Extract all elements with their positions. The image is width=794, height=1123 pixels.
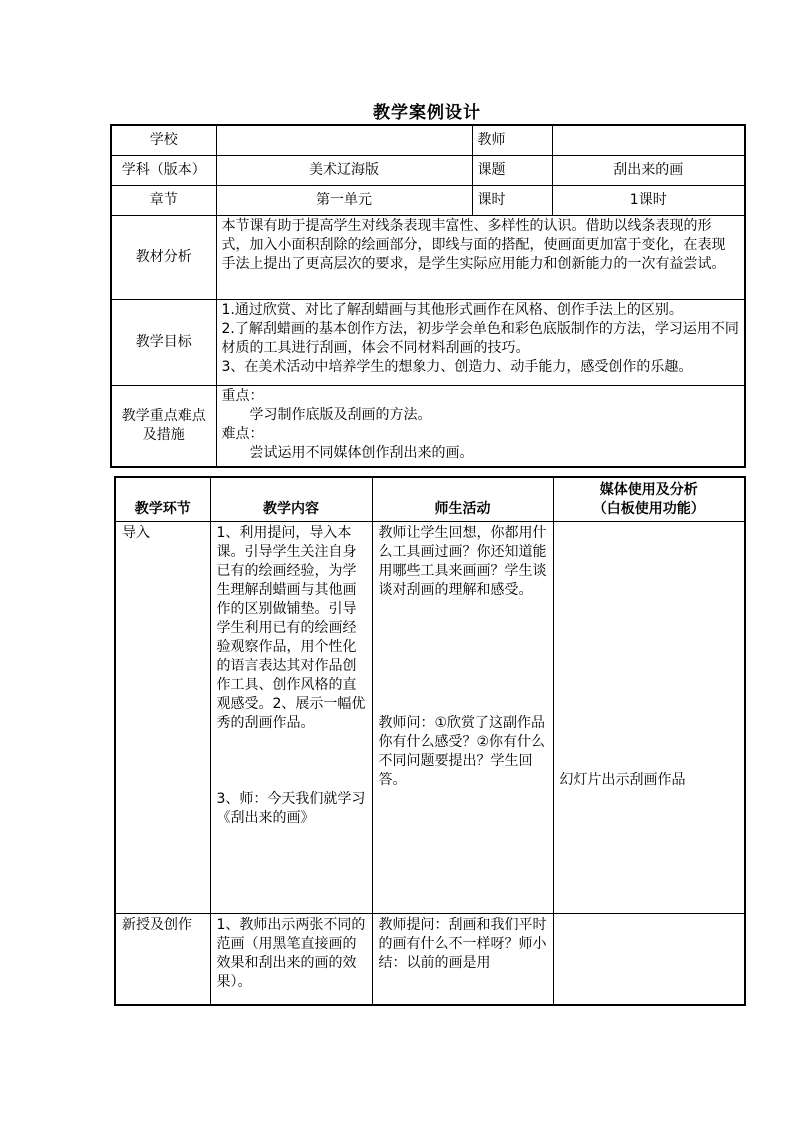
content-cell [210, 521, 372, 913]
lesson-info-table [110, 124, 746, 468]
header-stage: 教学环节 [115, 477, 210, 521]
chapter-value: 第一单元 [216, 185, 472, 215]
analysis-label: 教材分析 [111, 215, 216, 299]
key-text: 学习制作底版及刮画的方法。 [249, 406, 432, 423]
topic-value: 刮出来的画 [552, 155, 745, 185]
goals-label: 教学目标 [111, 299, 216, 385]
goal-item: 2.了解刮蜡画的基本创作方法，初步学会单色和彩色底版制作的方法，学习运用不同材质的工具进行刮画，体会不同材料刮画的技巧。 [221, 320, 739, 356]
goals-cell [216, 299, 745, 385]
stage-cell: 新授及创作 [115, 913, 210, 1005]
activity-text: 教师问：①欣赏了这副作品你有什么感受？②你有什么不同问题要提出？学生回答。 [378, 714, 546, 788]
difficulty-text: 尝试运用不同媒体创作刮出来的画。 [249, 444, 474, 461]
content-text: 1、利用提问，导入本课。引导学生关注自身已有的绘画经验，为学生理解刮蜡画与其他画作的区别做铺垫。引导学生利用已有的绘画经验观察作品，用个性化的语言表达其对作品创作工具、创作风格的直观感受。2、展示一幅优秀的刮画作品。 [216, 524, 366, 731]
content-cell: 1、教师出示两张不同的范画（用黑笔直接画的效果和刮出来的画的效果）。 [210, 913, 372, 1005]
teacher-label: 教师 [472, 125, 552, 155]
activity-text: 教师让学生回想，你都用什么工具画过画？你还知道能用哪些工具来画画？学生谈谈对刮画的理解和感受。 [378, 524, 547, 598]
activity-cell: 教师提问：刮画和我们平时的画有什么不一样呀？师小结：以前的画是用 [372, 913, 553, 1005]
hours-label: 课时 [472, 185, 552, 215]
goal-item: 1.通过欣赏、对比了解刮蜡画与其他形式画作在风格、创作手法上的区别。 [221, 301, 683, 318]
header-content: 教学内容 [210, 477, 372, 521]
key-points-cell [216, 385, 745, 467]
document-title: 教学案例设计 [373, 103, 481, 123]
difficulty-title: 难点： [221, 425, 264, 442]
stage-cell: 导入 [115, 521, 210, 913]
chapter-label: 章节 [111, 185, 216, 215]
school-label: 学校 [111, 125, 216, 155]
content-text: 3、师：今天我们就学习《刮出来的画》 [216, 790, 366, 826]
header-activity: 师生活动 [372, 477, 553, 521]
topic-label: 课题 [472, 155, 552, 185]
analysis-text: 本节课有助于提高学生对线条表现丰富性、多样性的认识。借助以线条表现的形式，加入小面积刮除的绘画部分，即线与面的搭配，使画面更加富于变化，在表现手法上提出了更高层次的要求，是学生实际应用能力和创新能力的一次有益尝试。 [216, 215, 745, 299]
subject-value: 美术辽海版 [216, 155, 472, 185]
hours-value: 1课时 [552, 185, 745, 215]
media-text: 幻灯片出示刮画作品 [559, 771, 686, 788]
header-media-line2: （白板使用功能） [592, 500, 705, 517]
goal-item: 3、在美术活动中培养学生的想象力、创造力、动手能力，感受创作的乐趣。 [221, 358, 693, 375]
activity-cell [372, 521, 553, 913]
key-title: 重点： [221, 387, 264, 404]
teaching-process-table [114, 476, 746, 1006]
subject-label: 学科（版本） [111, 155, 216, 185]
school-value [216, 125, 472, 155]
media-cell [553, 521, 745, 913]
media-cell [553, 913, 745, 1005]
header-media-line1: 媒体使用及分析 [599, 481, 698, 498]
key-points-label: 教学重点难点及措施 [111, 385, 216, 467]
teacher-value [552, 125, 745, 155]
header-media [553, 477, 745, 521]
